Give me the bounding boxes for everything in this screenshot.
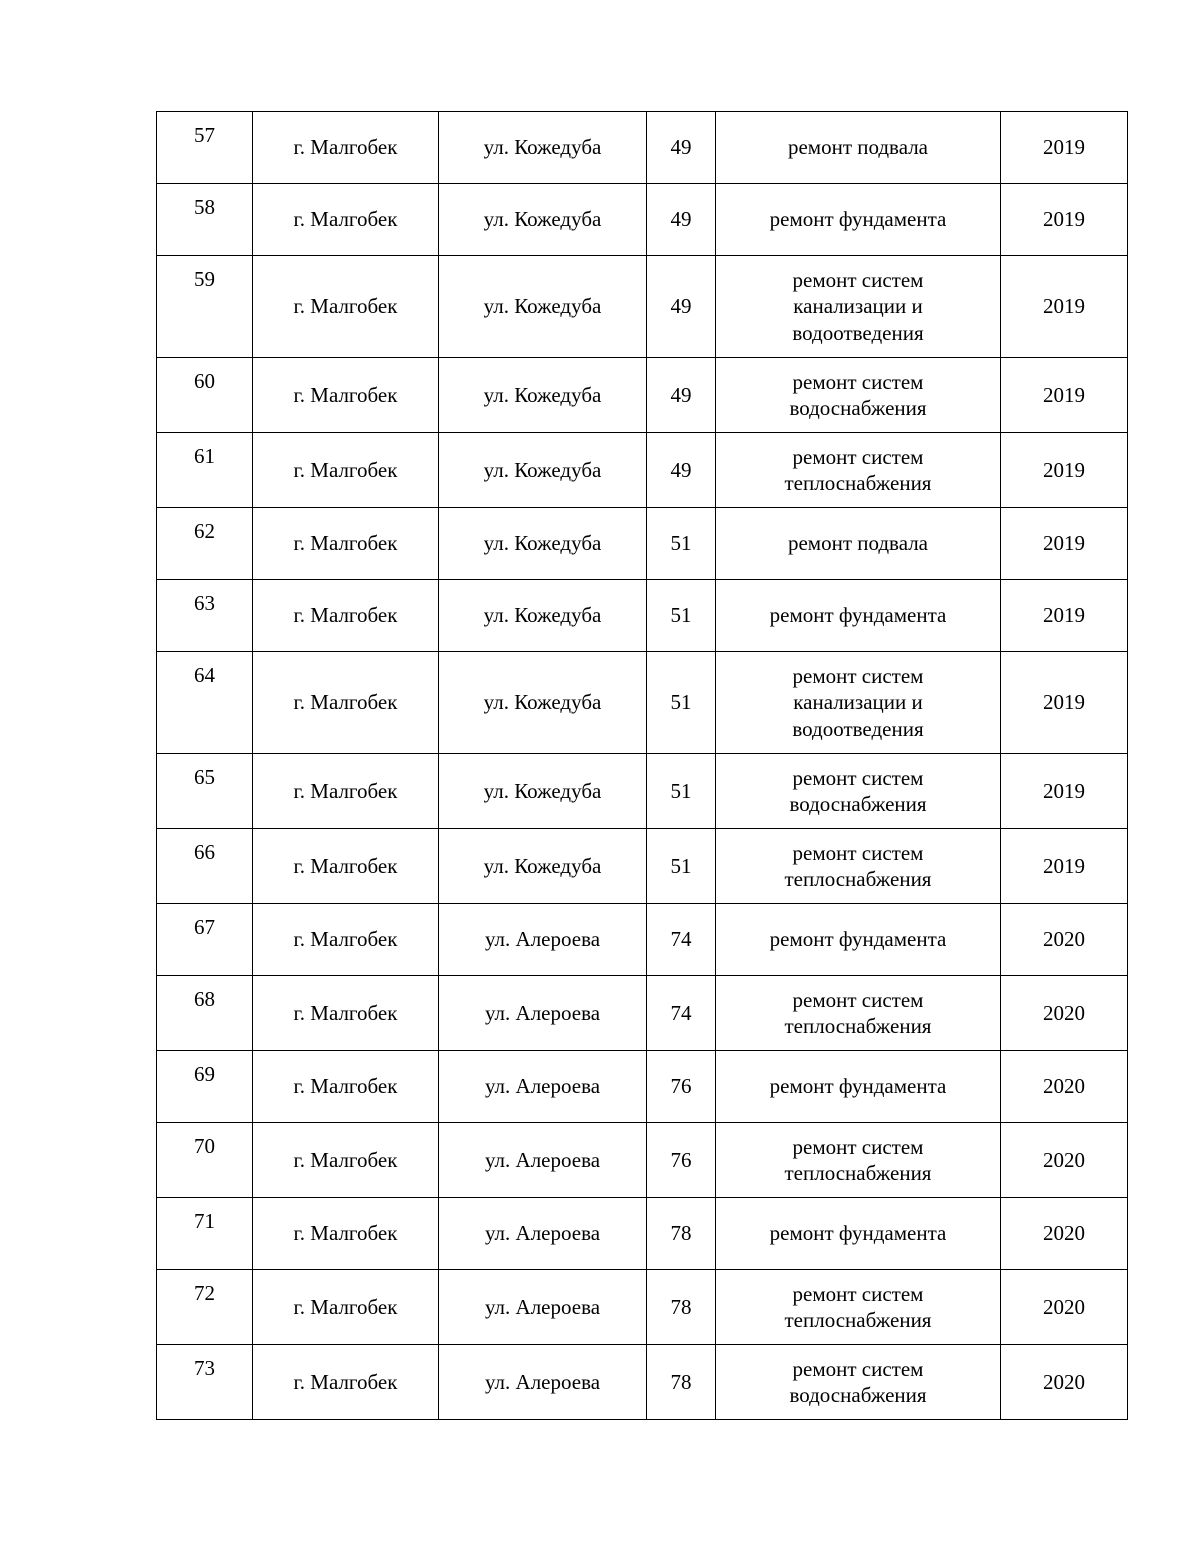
street-cell: ул. Кожедуба bbox=[439, 508, 647, 580]
street-cell: ул. Алероева bbox=[439, 1345, 647, 1420]
table-row bbox=[157, 1198, 1128, 1270]
work-type-cell bbox=[716, 358, 1001, 433]
work-type-line: теплоснабжения bbox=[784, 867, 932, 891]
work-type-cell bbox=[716, 1345, 1001, 1420]
table-row bbox=[157, 1123, 1128, 1198]
city-cell: г. Малгобек bbox=[253, 904, 439, 976]
work-type-cell bbox=[716, 904, 1001, 976]
city-cell: г. Малгобек bbox=[253, 184, 439, 256]
work-type-cell bbox=[716, 580, 1001, 652]
work-type-line: ремонт систем bbox=[792, 663, 924, 688]
house-cell: 78 bbox=[647, 1198, 716, 1270]
house-cell: 49 bbox=[647, 256, 716, 358]
work-type-line: ремонт систем bbox=[792, 765, 924, 790]
city-cell: г. Малгобек bbox=[253, 1123, 439, 1198]
street-cell: ул. Алероева bbox=[439, 1270, 647, 1345]
work-type-line: ремонт фундамента bbox=[769, 207, 947, 232]
year-cell: 2019 bbox=[1001, 184, 1128, 256]
row-number: 58 bbox=[157, 184, 253, 256]
row-number: 72 bbox=[157, 1270, 253, 1345]
work-type-cell bbox=[716, 112, 1001, 184]
work-type-line: ремонт систем bbox=[792, 1281, 924, 1306]
street-cell: ул. Кожедуба bbox=[439, 358, 647, 433]
house-cell: 51 bbox=[647, 580, 716, 652]
row-number: 63 bbox=[157, 580, 253, 652]
work-type-line: водоотведения bbox=[792, 716, 924, 741]
street-cell: ул. Алероева bbox=[439, 976, 647, 1051]
house-cell: 51 bbox=[647, 652, 716, 754]
row-number: 70 bbox=[157, 1123, 253, 1198]
row-number: 61 bbox=[157, 433, 253, 508]
table-row bbox=[157, 580, 1128, 652]
city-cell: г. Малгобек bbox=[253, 1270, 439, 1345]
table-row bbox=[157, 904, 1128, 976]
works-table-body bbox=[157, 112, 1128, 1420]
city-cell: г. Малгобек bbox=[253, 1345, 439, 1420]
city-cell: г. Малгобек bbox=[253, 256, 439, 358]
work-type-cell bbox=[716, 1198, 1001, 1270]
work-type-line: водоснабжения bbox=[789, 792, 927, 816]
work-type-cell bbox=[716, 508, 1001, 580]
work-type-cell bbox=[716, 754, 1001, 829]
house-cell: 78 bbox=[647, 1345, 716, 1420]
work-type-line: водоснабжения bbox=[789, 396, 927, 420]
work-type-line: ремонт подвала bbox=[787, 135, 929, 160]
year-cell: 2020 bbox=[1001, 976, 1128, 1051]
work-type-line: ремонт систем bbox=[792, 987, 924, 1012]
work-type-cell bbox=[716, 976, 1001, 1051]
house-cell: 74 bbox=[647, 976, 716, 1051]
table-row bbox=[157, 652, 1128, 754]
city-cell: г. Малгобек bbox=[253, 829, 439, 904]
row-number: 71 bbox=[157, 1198, 253, 1270]
year-cell: 2020 bbox=[1001, 904, 1128, 976]
table-row bbox=[157, 508, 1128, 580]
work-type-cell bbox=[716, 433, 1001, 508]
house-cell: 78 bbox=[647, 1270, 716, 1345]
work-type-line: ремонт систем bbox=[792, 267, 924, 292]
work-type-line: ремонт систем bbox=[792, 1356, 924, 1381]
city-cell: г. Малгобек bbox=[253, 754, 439, 829]
row-number: 62 bbox=[157, 508, 253, 580]
table-row bbox=[157, 358, 1128, 433]
street-cell: ул. Кожедуба bbox=[439, 652, 647, 754]
city-cell: г. Малгобек bbox=[253, 976, 439, 1051]
house-cell: 49 bbox=[647, 358, 716, 433]
house-cell: 49 bbox=[647, 433, 716, 508]
work-type-cell bbox=[716, 1123, 1001, 1198]
street-cell: ул. Кожедуба bbox=[439, 580, 647, 652]
row-number: 66 bbox=[157, 829, 253, 904]
work-type-cell bbox=[716, 1051, 1001, 1123]
work-type-line: теплоснабжения bbox=[784, 1308, 932, 1332]
city-cell: г. Малгобек bbox=[253, 358, 439, 433]
house-cell: 76 bbox=[647, 1051, 716, 1123]
year-cell: 2019 bbox=[1001, 580, 1128, 652]
year-cell: 2020 bbox=[1001, 1123, 1128, 1198]
house-cell: 76 bbox=[647, 1123, 716, 1198]
work-type-line: ремонт систем bbox=[792, 1134, 924, 1159]
work-type-cell bbox=[716, 184, 1001, 256]
street-cell: ул. Кожедуба bbox=[439, 184, 647, 256]
work-type-line: теплоснабжения bbox=[784, 1161, 932, 1185]
work-type-line: ремонт подвала bbox=[787, 531, 929, 556]
row-number: 73 bbox=[157, 1345, 253, 1420]
street-cell: ул. Алероева bbox=[439, 904, 647, 976]
row-number: 59 bbox=[157, 256, 253, 358]
year-cell: 2019 bbox=[1001, 754, 1128, 829]
work-type-line: ремонт фундамента bbox=[769, 1074, 947, 1099]
street-cell: ул. Кожедуба bbox=[439, 433, 647, 508]
table-row bbox=[157, 1270, 1128, 1345]
street-cell: ул. Кожедуба bbox=[439, 256, 647, 358]
row-number: 69 bbox=[157, 1051, 253, 1123]
year-cell: 2020 bbox=[1001, 1270, 1128, 1345]
street-cell: ул. Алероева bbox=[439, 1123, 647, 1198]
year-cell: 2020 bbox=[1001, 1051, 1128, 1123]
street-cell: ул. Кожедуба bbox=[439, 754, 647, 829]
house-cell: 49 bbox=[647, 112, 716, 184]
work-type-line: канализации и bbox=[793, 294, 923, 319]
house-cell: 49 bbox=[647, 184, 716, 256]
year-cell: 2020 bbox=[1001, 1345, 1128, 1420]
table-row bbox=[157, 829, 1128, 904]
year-cell: 2019 bbox=[1001, 652, 1128, 754]
year-cell: 2019 bbox=[1001, 256, 1128, 358]
year-cell: 2019 bbox=[1001, 508, 1128, 580]
work-type-line: водоснабжения bbox=[789, 1383, 927, 1407]
work-type-cell bbox=[716, 652, 1001, 754]
house-cell: 51 bbox=[647, 829, 716, 904]
table-row bbox=[157, 1051, 1128, 1123]
year-cell: 2019 bbox=[1001, 829, 1128, 904]
work-type-line: ремонт фундамента bbox=[769, 603, 947, 628]
city-cell: г. Малгобек bbox=[253, 112, 439, 184]
work-type-cell bbox=[716, 256, 1001, 358]
street-cell: ул. Кожедуба bbox=[439, 112, 647, 184]
year-cell: 2019 bbox=[1001, 358, 1128, 433]
year-cell: 2020 bbox=[1001, 1198, 1128, 1270]
row-number: 57 bbox=[157, 112, 253, 184]
street-cell: ул. Алероева bbox=[439, 1198, 647, 1270]
city-cell: г. Малгобек bbox=[253, 652, 439, 754]
year-cell: 2019 bbox=[1001, 112, 1128, 184]
table-row bbox=[157, 754, 1128, 829]
work-type-cell bbox=[716, 1270, 1001, 1345]
row-number: 68 bbox=[157, 976, 253, 1051]
house-cell: 51 bbox=[647, 754, 716, 829]
row-number: 60 bbox=[157, 358, 253, 433]
work-type-line: теплоснабжения bbox=[784, 471, 932, 495]
row-number: 67 bbox=[157, 904, 253, 976]
house-cell: 51 bbox=[647, 508, 716, 580]
work-type-line: водоотведения bbox=[792, 320, 924, 345]
work-type-line: теплоснабжения bbox=[784, 1014, 932, 1038]
work-type-line: ремонт систем bbox=[792, 444, 924, 469]
year-cell: 2019 bbox=[1001, 433, 1128, 508]
table-row bbox=[157, 1345, 1128, 1420]
row-number: 65 bbox=[157, 754, 253, 829]
table-row bbox=[157, 256, 1128, 358]
street-cell: ул. Алероева bbox=[439, 1051, 647, 1123]
work-type-line: ремонт систем bbox=[792, 840, 924, 865]
house-cell: 74 bbox=[647, 904, 716, 976]
table-row bbox=[157, 184, 1128, 256]
table-row bbox=[157, 976, 1128, 1051]
city-cell: г. Малгобек bbox=[253, 580, 439, 652]
work-type-line: ремонт фундамента bbox=[769, 927, 947, 952]
city-cell: г. Малгобек bbox=[253, 1198, 439, 1270]
work-type-line: ремонт систем bbox=[792, 369, 924, 394]
city-cell: г. Малгобек bbox=[253, 1051, 439, 1123]
work-type-line: канализации и bbox=[793, 690, 923, 715]
table-row bbox=[157, 112, 1128, 184]
street-cell: ул. Кожедуба bbox=[439, 829, 647, 904]
work-type-line: ремонт фундамента bbox=[769, 1221, 947, 1246]
work-type-cell bbox=[716, 829, 1001, 904]
city-cell: г. Малгобек bbox=[253, 508, 439, 580]
row-number: 64 bbox=[157, 652, 253, 754]
table-row bbox=[157, 433, 1128, 508]
city-cell: г. Малгобек bbox=[253, 433, 439, 508]
works-table bbox=[156, 111, 1128, 1420]
